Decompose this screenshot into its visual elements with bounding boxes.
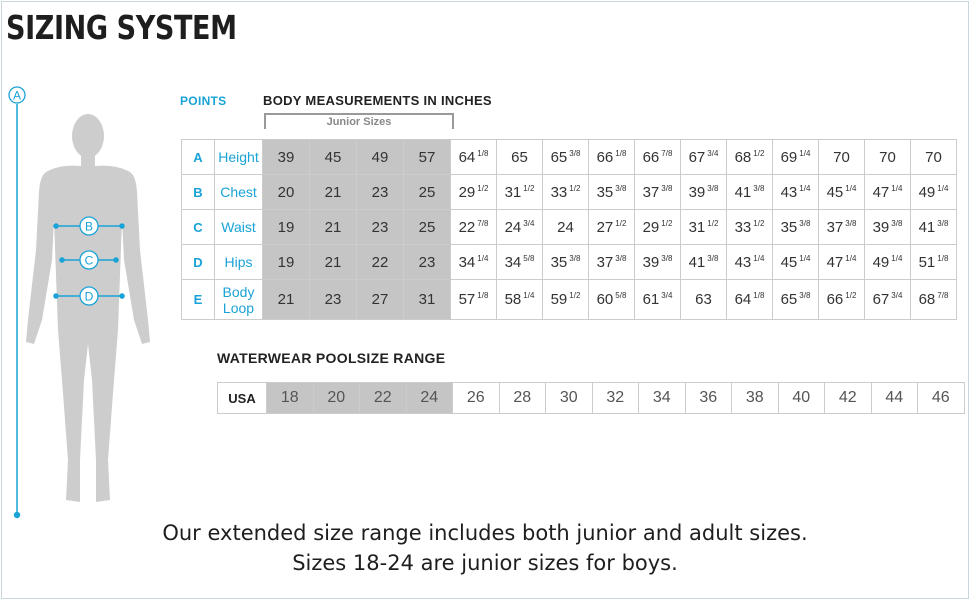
value-fraction: 7/8 <box>661 148 673 158</box>
adult-value-cell <box>773 175 819 210</box>
measurement-row <box>182 280 957 320</box>
value-fraction: 5/8 <box>523 253 535 263</box>
junior-value-cell <box>357 175 404 210</box>
body-silhouette <box>26 114 150 502</box>
adult-value-cell <box>773 245 819 280</box>
adult-value-cell <box>543 175 589 210</box>
value-fraction: 1/4 <box>845 253 857 263</box>
value-fraction: 3/8 <box>569 253 581 263</box>
poolsize-cell: 34 <box>639 383 686 414</box>
value-whole: 47 <box>872 183 890 201</box>
junior-value-cell <box>310 210 357 245</box>
point-letter: E <box>182 280 215 320</box>
value-whole: 29 <box>458 183 476 201</box>
value-whole: 45 <box>324 148 342 166</box>
measurement-label: Chest <box>215 175 263 210</box>
adult-value-cell <box>727 140 773 175</box>
value-whole: 49 <box>371 148 389 166</box>
value-whole: 27 <box>596 218 614 236</box>
junior-value-cell <box>263 245 310 280</box>
junior-value-cell <box>263 175 310 210</box>
adult-value-cell <box>819 280 865 320</box>
value-whole: 65 <box>511 148 528 166</box>
measurement-row <box>182 210 957 245</box>
body-figure <box>0 80 170 525</box>
value-fraction: 3/8 <box>799 291 811 300</box>
value-whole: 23 <box>371 183 389 201</box>
value-whole: 23 <box>324 291 342 308</box>
value-whole: 66 <box>826 291 844 308</box>
poolsize-heading: WATERWEAR POOLSIZE RANGE <box>217 350 446 366</box>
value-whole: 24 <box>504 218 522 236</box>
adult-value-cell <box>543 210 589 245</box>
value-whole: 39 <box>642 253 660 271</box>
adult-value-cell <box>819 175 865 210</box>
value-fraction: 7/8 <box>477 218 489 228</box>
point-letter: C <box>182 210 215 245</box>
adult-value-cell <box>543 245 589 280</box>
value-fraction: 1/2 <box>523 183 535 193</box>
adult-value-cell <box>451 210 497 245</box>
marker-d <box>80 287 98 305</box>
value-whole: 31 <box>504 183 522 201</box>
adult-value-cell <box>497 210 543 245</box>
value-whole: 41 <box>918 218 936 236</box>
poolsize-cell: 28 <box>499 383 546 414</box>
adult-value-cell <box>635 175 681 210</box>
value-whole: 67 <box>872 291 890 308</box>
measurements-table <box>181 139 957 320</box>
adult-value-cell <box>497 280 543 320</box>
value-whole: 66 <box>596 148 614 166</box>
value-whole: 63 <box>695 291 712 308</box>
adult-value-cell <box>543 280 589 320</box>
adult-value-cell <box>681 280 727 320</box>
value-fraction: 1/2 <box>661 218 673 228</box>
measurement-label: Body Loop <box>215 280 263 320</box>
adult-value-cell <box>589 280 635 320</box>
value-fraction: 3/8 <box>569 148 581 158</box>
value-whole: 65 <box>780 291 798 308</box>
poolsize-cell: 46 <box>918 383 965 414</box>
adult-value-cell <box>819 245 865 280</box>
value-fraction: 3/8 <box>707 183 719 193</box>
point-letter: A <box>182 140 215 175</box>
adult-value-cell <box>451 140 497 175</box>
adult-value-cell <box>911 280 957 320</box>
value-fraction: 3/8 <box>799 218 811 228</box>
junior-value-cell <box>310 140 357 175</box>
value-fraction: 3/4 <box>523 218 535 228</box>
junior-value-cell <box>404 175 451 210</box>
value-whole: 21 <box>324 183 342 201</box>
value-whole: 27 <box>371 291 389 308</box>
poolsize-cell: 40 <box>778 383 825 414</box>
adult-value-cell <box>681 175 727 210</box>
adult-value-cell <box>589 245 635 280</box>
adult-value-cell <box>819 210 865 245</box>
junior-value-cell <box>263 140 310 175</box>
value-fraction: 3/8 <box>753 183 765 193</box>
value-whole: 31 <box>418 291 436 308</box>
value-whole: 70 <box>879 148 896 166</box>
junior-sizes-label: Junior Sizes <box>326 116 392 128</box>
adult-value-cell <box>727 280 773 320</box>
poolsize-cell: 44 <box>871 383 918 414</box>
poolsize-cell: 20 <box>313 383 360 414</box>
adult-value-cell <box>635 140 681 175</box>
value-fraction: 1/4 <box>799 183 811 193</box>
poolsize-table <box>217 382 965 414</box>
adult-value-cell <box>911 140 957 175</box>
value-whole: 23 <box>418 253 436 271</box>
poolsize-cell: 42 <box>825 383 872 414</box>
adult-value-cell <box>911 210 957 245</box>
svg-text:B: B <box>84 219 94 234</box>
value-whole: 51 <box>918 253 936 271</box>
value-whole: 19 <box>277 253 295 271</box>
poolsize-cell: 18 <box>267 383 314 414</box>
value-whole: 43 <box>780 183 798 201</box>
adult-value-cell <box>773 210 819 245</box>
value-whole: 21 <box>277 291 295 308</box>
value-fraction: 3/8 <box>937 218 949 228</box>
value-fraction: 3/4 <box>891 291 903 300</box>
value-whole: 60 <box>596 291 614 308</box>
measurement-row <box>182 245 957 280</box>
junior-value-cell <box>357 210 404 245</box>
value-whole: 66 <box>642 148 660 166</box>
adult-value-cell <box>727 210 773 245</box>
value-fraction: 1/4 <box>845 183 857 193</box>
adult-value-cell <box>773 140 819 175</box>
measurement-row <box>182 140 957 175</box>
adult-value-cell <box>589 140 635 175</box>
value-whole: 58 <box>504 291 522 308</box>
adult-value-cell <box>681 140 727 175</box>
value-fraction: 1/8 <box>753 291 765 300</box>
value-whole: 39 <box>688 183 706 201</box>
junior-value-cell <box>404 280 451 320</box>
value-fraction: 1/8 <box>477 148 489 158</box>
value-whole: 43 <box>734 253 752 271</box>
value-whole: 49 <box>918 183 936 201</box>
value-fraction: 1/8 <box>937 253 949 263</box>
value-whole: 64 <box>458 148 476 166</box>
value-fraction: 1/4 <box>891 183 903 193</box>
value-whole: 37 <box>826 218 844 236</box>
value-whole: 20 <box>277 183 295 201</box>
value-fraction: 5/8 <box>615 291 627 300</box>
adult-value-cell <box>451 280 497 320</box>
value-fraction: 3/8 <box>661 183 673 193</box>
adult-value-cell <box>865 245 911 280</box>
value-whole: 35 <box>780 218 798 236</box>
value-fraction: 3/8 <box>615 253 627 263</box>
value-whole: 37 <box>596 253 614 271</box>
footer-line-2: Sizes 18-24 are junior sizes for boys. <box>292 551 678 575</box>
value-whole: 70 <box>833 148 850 166</box>
value-fraction: 1/2 <box>615 218 627 228</box>
value-fraction: 1/4 <box>799 253 811 263</box>
value-whole: 24 <box>557 218 574 236</box>
value-whole: 29 <box>642 218 660 236</box>
value-fraction: 1/4 <box>477 253 489 263</box>
value-fraction: 1/2 <box>569 291 581 300</box>
adult-value-cell <box>635 245 681 280</box>
adult-value-cell <box>773 280 819 320</box>
value-whole: 22 <box>458 218 476 236</box>
adult-value-cell <box>865 210 911 245</box>
value-whole: 49 <box>872 253 890 271</box>
junior-value-cell <box>357 280 404 320</box>
value-whole: 70 <box>925 148 942 166</box>
poolsize-cell: 26 <box>453 383 500 414</box>
value-fraction: 3/8 <box>707 253 719 263</box>
measurement-label: Height <box>215 140 263 175</box>
adult-value-cell <box>635 280 681 320</box>
poolsize-cell: 32 <box>592 383 639 414</box>
value-fraction: 1/4 <box>523 291 535 300</box>
marker-a <box>9 87 25 103</box>
junior-value-cell <box>357 245 404 280</box>
value-whole: 35 <box>596 183 614 201</box>
adult-value-cell <box>865 175 911 210</box>
value-fraction: 1/4 <box>753 253 765 263</box>
adult-value-cell <box>635 210 681 245</box>
value-fraction: 1/8 <box>477 291 489 300</box>
value-whole: 19 <box>277 218 295 236</box>
value-fraction: 1/2 <box>569 183 581 193</box>
value-whole: 68 <box>734 148 752 166</box>
adult-value-cell <box>589 210 635 245</box>
value-whole: 34 <box>458 253 476 271</box>
marker-b <box>80 217 98 235</box>
adult-value-cell <box>451 175 497 210</box>
value-whole: 22 <box>371 253 389 271</box>
junior-value-cell <box>357 140 404 175</box>
value-whole: 67 <box>688 148 706 166</box>
svg-text:D: D <box>84 289 94 304</box>
value-whole: 59 <box>550 291 568 308</box>
marker-c <box>80 251 98 269</box>
value-fraction: 1/2 <box>753 218 765 228</box>
junior-value-cell <box>404 245 451 280</box>
value-whole: 33 <box>550 183 568 201</box>
junior-value-cell <box>404 140 451 175</box>
measurement-label: Hips <box>215 245 263 280</box>
measurement-label: Waist <box>215 210 263 245</box>
adult-value-cell <box>497 245 543 280</box>
value-fraction: 3/8 <box>661 253 673 263</box>
measurement-row <box>182 175 957 210</box>
adult-value-cell <box>911 175 957 210</box>
adult-value-cell <box>727 245 773 280</box>
footer-note <box>0 518 970 578</box>
point-letter: D <box>182 245 215 280</box>
junior-value-cell <box>263 210 310 245</box>
value-whole: 47 <box>826 253 844 271</box>
poolsize-cell: 24 <box>406 383 453 414</box>
adult-value-cell <box>451 245 497 280</box>
junior-value-cell <box>310 280 357 320</box>
value-whole: 41 <box>734 183 752 201</box>
poolsize-row <box>218 383 965 414</box>
poolsize-cell: 30 <box>546 383 593 414</box>
value-whole: 39 <box>872 218 890 236</box>
adult-value-cell <box>681 210 727 245</box>
value-whole: 23 <box>371 218 389 236</box>
value-whole: 37 <box>642 183 660 201</box>
adult-value-cell <box>911 245 957 280</box>
point-letter: B <box>182 175 215 210</box>
value-whole: 21 <box>324 218 342 236</box>
value-fraction: 7/8 <box>937 291 949 300</box>
junior-value-cell <box>263 280 310 320</box>
value-whole: 65 <box>550 148 568 166</box>
value-whole: 61 <box>642 291 660 308</box>
value-fraction: 1/8 <box>615 148 627 158</box>
value-fraction: 3/8 <box>891 218 903 228</box>
poolsize-cell: 38 <box>732 383 779 414</box>
value-whole: 21 <box>324 253 342 271</box>
value-fraction: 1/4 <box>937 183 949 193</box>
adult-value-cell <box>865 140 911 175</box>
junior-value-cell <box>310 245 357 280</box>
points-heading: POINTS <box>180 94 227 108</box>
svg-text:A: A <box>12 88 22 103</box>
poolsize-cell: 22 <box>360 383 407 414</box>
body-measurements-heading: BODY MEASUREMENTS IN INCHES <box>263 93 492 108</box>
value-whole: 25 <box>418 183 436 201</box>
svg-text:C: C <box>84 253 94 268</box>
value-whole: 57 <box>418 148 436 166</box>
value-fraction: 3/8 <box>845 218 857 228</box>
value-fraction: 3/4 <box>707 148 719 158</box>
adult-value-cell <box>589 175 635 210</box>
poolsize-cell: 36 <box>685 383 732 414</box>
value-fraction: 1/4 <box>799 148 811 158</box>
adult-value-cell <box>865 280 911 320</box>
adult-value-cell <box>727 175 773 210</box>
page-title: SIZING SYSTEM <box>6 8 237 47</box>
value-fraction: 3/4 <box>661 291 673 300</box>
value-whole: 31 <box>688 218 706 236</box>
junior-value-cell <box>404 210 451 245</box>
adult-value-cell <box>497 175 543 210</box>
value-fraction: 1/4 <box>891 253 903 263</box>
value-whole: 64 <box>734 291 752 308</box>
adult-value-cell <box>681 245 727 280</box>
value-fraction: 1/2 <box>753 148 765 158</box>
value-whole: 68 <box>918 291 936 308</box>
poolsize-row-label: USA <box>218 383 267 414</box>
value-whole: 39 <box>277 148 295 166</box>
adult-value-cell <box>497 140 543 175</box>
value-whole: 34 <box>504 253 522 271</box>
value-whole: 69 <box>780 148 798 166</box>
junior-value-cell <box>310 175 357 210</box>
value-whole: 25 <box>418 218 436 236</box>
value-whole: 33 <box>734 218 752 236</box>
value-whole: 45 <box>780 253 798 271</box>
value-whole: 35 <box>550 253 568 271</box>
value-fraction: 1/2 <box>845 291 857 300</box>
value-fraction: 3/8 <box>615 183 627 193</box>
adult-value-cell <box>543 140 589 175</box>
value-whole: 45 <box>826 183 844 201</box>
footer-line-1: Our extended size range includes both junior and adult sizes. <box>162 521 808 545</box>
value-fraction: 1/2 <box>477 183 489 193</box>
value-whole: 41 <box>688 253 706 271</box>
value-whole: 57 <box>458 291 476 308</box>
value-fraction: 1/2 <box>707 218 719 228</box>
adult-value-cell <box>819 140 865 175</box>
